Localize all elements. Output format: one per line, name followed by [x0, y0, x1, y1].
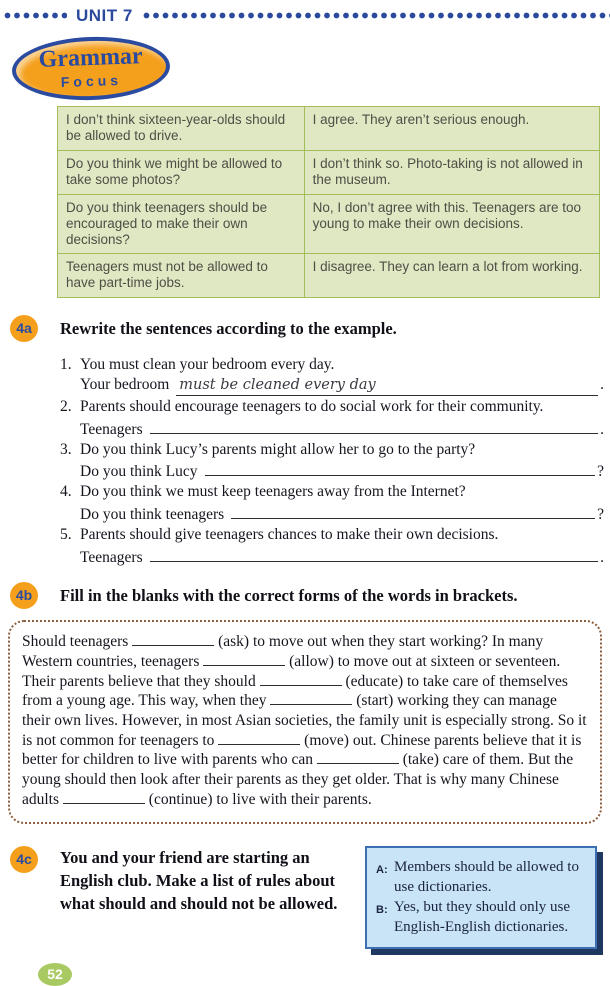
answer-stem: Teenagers: [80, 420, 143, 438]
speaker-label: A:: [376, 863, 388, 876]
item-prompt: [60, 397, 604, 417]
grammar-focus-title: Grammar: [38, 43, 144, 73]
passage-text: Should teenagers (ask) to move out when they start working? In many Western countries, teenagers (allow) to move out at sixteen or seventeen. Their parents believe that they should (educate) to take care of themselves from a young age. This way, when they (start) working they can manage their own lives. However, in most Asian societies, the family unit is especially strong. So it is not common for teenagers to (move) out. Chinese parents believe that it is better for children to live with parents who can (take) care of them. But the young should then look after their parents as they get older. That is why many Chinese adults (continue) to live with their parents.: [22, 633, 587, 808]
response-cell: No, I don’t agree with this. Teenagers are too young to make their own decisions.: [304, 194, 599, 254]
answer-stem: Teenagers: [80, 548, 143, 566]
end-punctuation: ?: [597, 463, 604, 481]
list-item: [60, 440, 604, 482]
item-prompt-text: Do you think Lucy’s parents might allow her to go to the party?: [80, 440, 476, 458]
section-4b-badge: 4b: [10, 582, 38, 609]
section-4c-badge: 4c: [10, 846, 38, 873]
item-prompt: [60, 440, 604, 460]
statement-cell: Do you think we might be allowed to take some photos?: [58, 150, 305, 194]
item-number: 4.: [60, 483, 72, 501]
statement-cell: I don’t think sixteen-year-olds should be allowed to drive.: [58, 107, 305, 151]
item-prompt: [60, 525, 604, 545]
table-row: [58, 254, 600, 298]
fill-blank[interactable]: [317, 751, 399, 764]
fill-blank[interactable]: [203, 653, 285, 666]
answer-blank[interactable]: [176, 375, 598, 397]
page-number-badge: 52: [38, 963, 72, 986]
item-prompt: [60, 355, 604, 375]
dialog-line: [376, 857, 587, 897]
page-header: [0, 0, 610, 24]
response-cell: I agree. They aren’t serious enough.: [304, 107, 599, 151]
item-number: 2.: [60, 397, 72, 415]
table-row: [58, 194, 600, 254]
dialog-line: [376, 897, 587, 937]
item-prompt-text: You must clean your bedroom every day.: [80, 356, 335, 374]
item-answer-row: [80, 459, 604, 482]
table-row: [58, 150, 600, 194]
fill-blank[interactable]: [63, 791, 145, 804]
item-number: 1.: [60, 356, 72, 374]
exercise-4a-list: [60, 355, 604, 567]
list-item: [60, 355, 604, 396]
item-answer-row: [80, 502, 604, 525]
answer-blank[interactable]: [150, 417, 599, 434]
section-4a-instruction: Rewrite the sentences according to the example.: [60, 318, 397, 338]
list-item: [60, 525, 604, 567]
grammar-focus-subtitle: Focus: [60, 71, 123, 91]
dotted-rule-right: [142, 11, 610, 20]
response-cell: I disagree. They can learn a lot from working.: [304, 254, 599, 298]
section-4a-heading: [0, 315, 610, 342]
section-4b-instruction: Fill in the blanks with the correct forms of the words in brackets.: [60, 585, 518, 605]
item-number: 3.: [60, 440, 72, 458]
response-cell: I don’t think so. Photo-taking is not allowed in the museum.: [304, 150, 599, 194]
dialog-text: Yes, but they should only use English-English dictionaries.: [394, 898, 570, 935]
answer-blank[interactable]: [231, 502, 595, 519]
unit-title: UNIT 7: [76, 5, 133, 25]
answer-blank[interactable]: [150, 545, 599, 562]
item-answer-row: [80, 417, 604, 440]
answer-stem: Do you think Lucy: [80, 463, 198, 481]
end-punctuation: .: [600, 420, 604, 438]
item-prompt: [60, 482, 604, 502]
section-4a-badge: 4a: [10, 315, 38, 342]
item-prompt-text: Do you think we must keep teenagers away from the Internet?: [80, 483, 466, 501]
item-prompt-text: Parents should give teenagers chances to make their own decisions.: [80, 526, 499, 544]
fill-blank[interactable]: [260, 673, 342, 686]
section-4c-instruction: You and your friend are starting an English club. Make a list of rules about what should and should not be allowed.: [60, 847, 338, 913]
statement-cell: Teenagers must not be allowed to have part-time jobs.: [58, 254, 305, 298]
table-row: [58, 107, 600, 151]
answer-stem: Your bedroom: [80, 375, 170, 393]
fill-blank[interactable]: [132, 633, 214, 646]
item-number: 5.: [60, 526, 72, 544]
item-answer-row: [80, 375, 604, 397]
end-punctuation: .: [600, 375, 604, 393]
grammar-focus-badge: [11, 34, 171, 102]
list-item: [60, 482, 604, 524]
end-punctuation: .: [600, 548, 604, 566]
grammar-focus-table: [57, 106, 600, 298]
dotted-rule-left: [3, 11, 67, 20]
item-answer-row: [80, 545, 604, 568]
list-item: [60, 397, 604, 439]
dialog-lines: [376, 857, 587, 937]
end-punctuation: ?: [597, 505, 604, 523]
statement-cell: Do you think teenagers should be encouraged to make their own decisions?: [58, 194, 305, 254]
handwritten-answer: must be cleaned every day: [179, 376, 376, 393]
answer-blank[interactable]: [205, 459, 596, 476]
passage-box: [8, 620, 602, 823]
dialog-box: [365, 846, 597, 949]
answer-stem: Do you think teenagers: [80, 505, 225, 523]
section-4c: [0, 846, 610, 949]
section-4b-heading: [0, 582, 610, 609]
speaker-label: B:: [376, 903, 388, 916]
fill-blank[interactable]: [270, 692, 352, 705]
fill-blank[interactable]: [218, 732, 300, 745]
item-prompt-text: Parents should encourage teenagers to do social work for their community.: [80, 397, 544, 415]
dialog-text: Members should be allowed to use dictionaries.: [394, 858, 579, 895]
grammar-table-body: [58, 107, 600, 298]
